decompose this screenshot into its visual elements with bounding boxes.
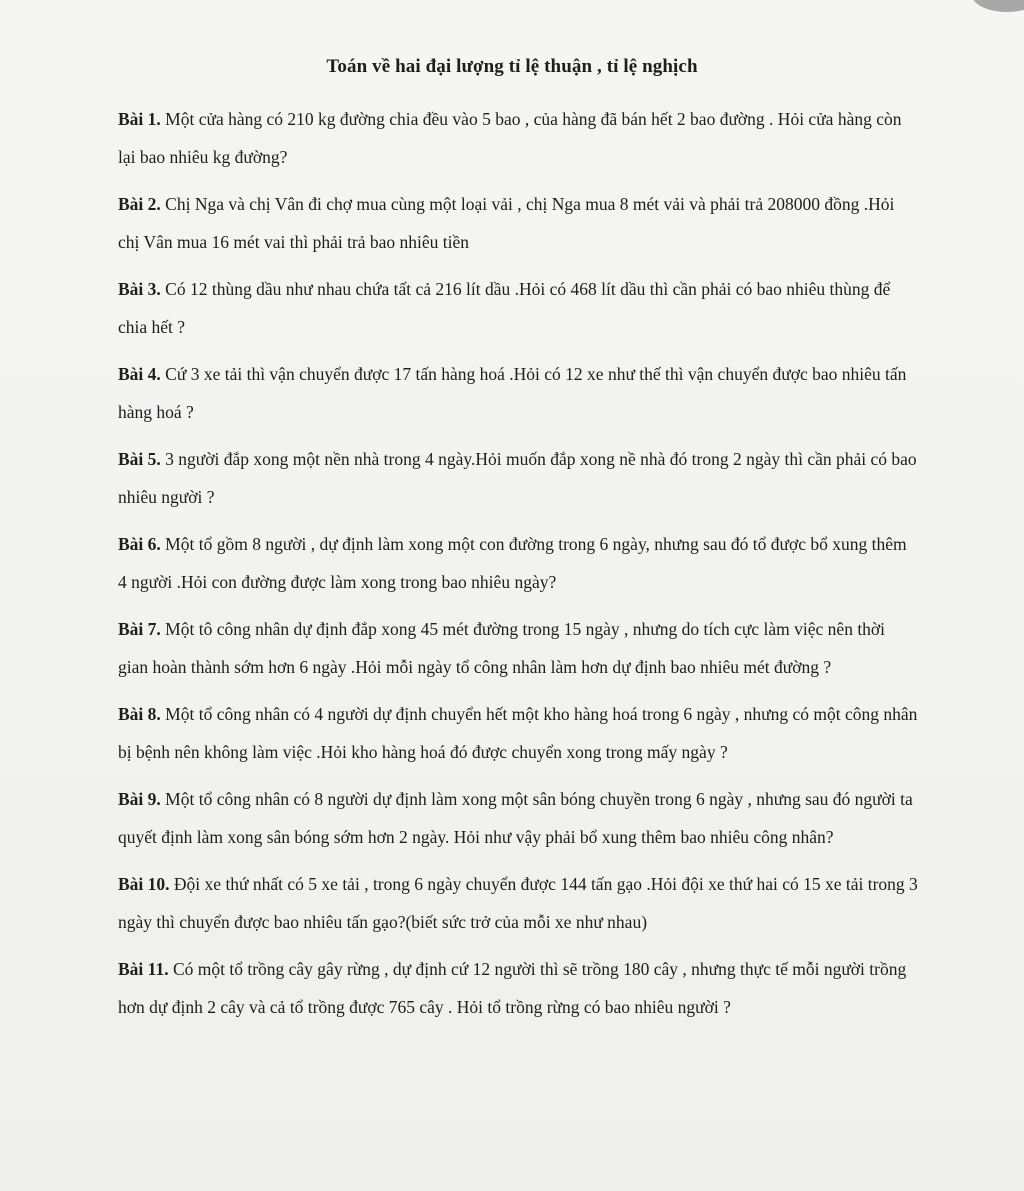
problem-text: Cứ 3 xe tải thì vận chuyển được 17 tấn hàng hoá .Hỏi có 12 xe như thế thì vận chuyển được bao nhiêu tấn hàng hoá ? <box>118 364 907 422</box>
problem-text: Chị Nga và chị Vân đi chợ mua cùng một loại vải , chị Nga mua 8 mét vải và phải trả 208000 đồng .Hỏi chị Vân mua 16 mét vai thì phải trả bao nhiêu tiền <box>118 194 895 252</box>
problem-10 <box>118 865 918 941</box>
problem-text: Một tổ gồm 8 người , dự định làm xong một con đường trong 6 ngày, nhưng sau đó tổ được bổ xung thêm 4 người .Hỏi con đường được làm xong trong bao nhiêu ngày? <box>118 534 907 592</box>
document-title: Toán về hai đại lượng tỉ lệ thuận , tỉ lệ nghịch <box>326 56 698 77</box>
problem-6 <box>118 525 918 601</box>
problem-label: Bài 9. <box>118 789 161 809</box>
problem-label: Bài 3. <box>118 279 161 299</box>
problem-2 <box>118 185 918 261</box>
problem-8 <box>118 695 918 771</box>
problem-label: Bài 8. <box>118 704 161 724</box>
problem-4 <box>118 355 918 431</box>
problem-text: Có một tổ trồng cây gây rừng , dự định cứ 12 người thì sẽ trồng 180 cây , nhưng thực tế mỗi người trồng hơn dự định 2 cây và cả tổ trồng được 765 cây . Hỏi tổ trồng rừng có bao nhiêu người ? <box>118 959 907 1017</box>
problem-7 <box>118 610 918 686</box>
problem-label: Bài 10. <box>118 874 170 894</box>
problem-label: Bài 2. <box>118 194 161 214</box>
problem-11 <box>118 950 918 1026</box>
problem-text: 3 người đắp xong một nền nhà trong 4 ngày.Hỏi muốn đắp xong nề nhà đó trong 2 ngày thì cần phải có bao nhiêu người ? <box>118 449 917 507</box>
problem-3 <box>118 270 918 346</box>
problem-text: Một tô công nhân dự định đắp xong 45 mét đường trong 15 ngày , nhưng do tích cực làm việc nên thời gian hoàn thành sớm hơn 6 ngày .Hỏi mỗi ngày tổ công nhân làm hơn dự định bao nhiêu mét đường ? <box>118 619 886 677</box>
problem-label: Bài 5. <box>118 449 161 469</box>
problem-9 <box>118 780 918 856</box>
problem-text: Một tổ công nhân có 8 người dự định làm xong một sân bóng chuyền trong 6 ngày , nhưng sau đó người ta quyết định làm xong sân bóng sớm hơn 2 ngày. Hỏi như vậy phải bổ xung thêm bao nhiêu công nhân? <box>118 789 913 847</box>
corner-shadow <box>972 0 1024 12</box>
problem-text: Có 12 thùng dầu như nhau chứa tất cả 216 lít dầu .Hỏi có 468 lít dầu thì cần phải có bao nhiêu thùng để chia hết ? <box>118 279 891 337</box>
problem-1 <box>118 100 918 176</box>
problem-label: Bài 7. <box>118 619 161 639</box>
problem-text: Một cửa hàng có 210 kg đường chia đều vào 5 bao , của hàng đã bán hết 2 bao đường . Hỏi cửa hàng còn lại bao nhiêu kg đường? <box>118 109 902 167</box>
problem-text: Đội xe thứ nhất có 5 xe tải , trong 6 ngày chuyển được 144 tấn gạo .Hỏi đội xe thứ hai có 15 xe tải trong 3 ngày thì chuyển được bao nhiêu tấn gạo?(biết sức trở của mỗi xe như nhau) <box>118 874 918 932</box>
problem-5 <box>118 440 918 516</box>
problem-label: Bài 4. <box>118 364 161 384</box>
problem-list <box>118 100 918 1035</box>
problem-label: Bài 1. <box>118 109 161 129</box>
problem-label: Bài 6. <box>118 534 161 554</box>
problem-label: Bài 11. <box>118 959 169 979</box>
problem-text: Một tổ công nhân có 4 người dự định chuyển hết một kho hàng hoá trong 6 ngày , nhưng có một công nhân bị bệnh nên không làm việc .Hỏi kho hàng hoá đó được chuyển xong trong mấy ngày ? <box>118 704 918 762</box>
